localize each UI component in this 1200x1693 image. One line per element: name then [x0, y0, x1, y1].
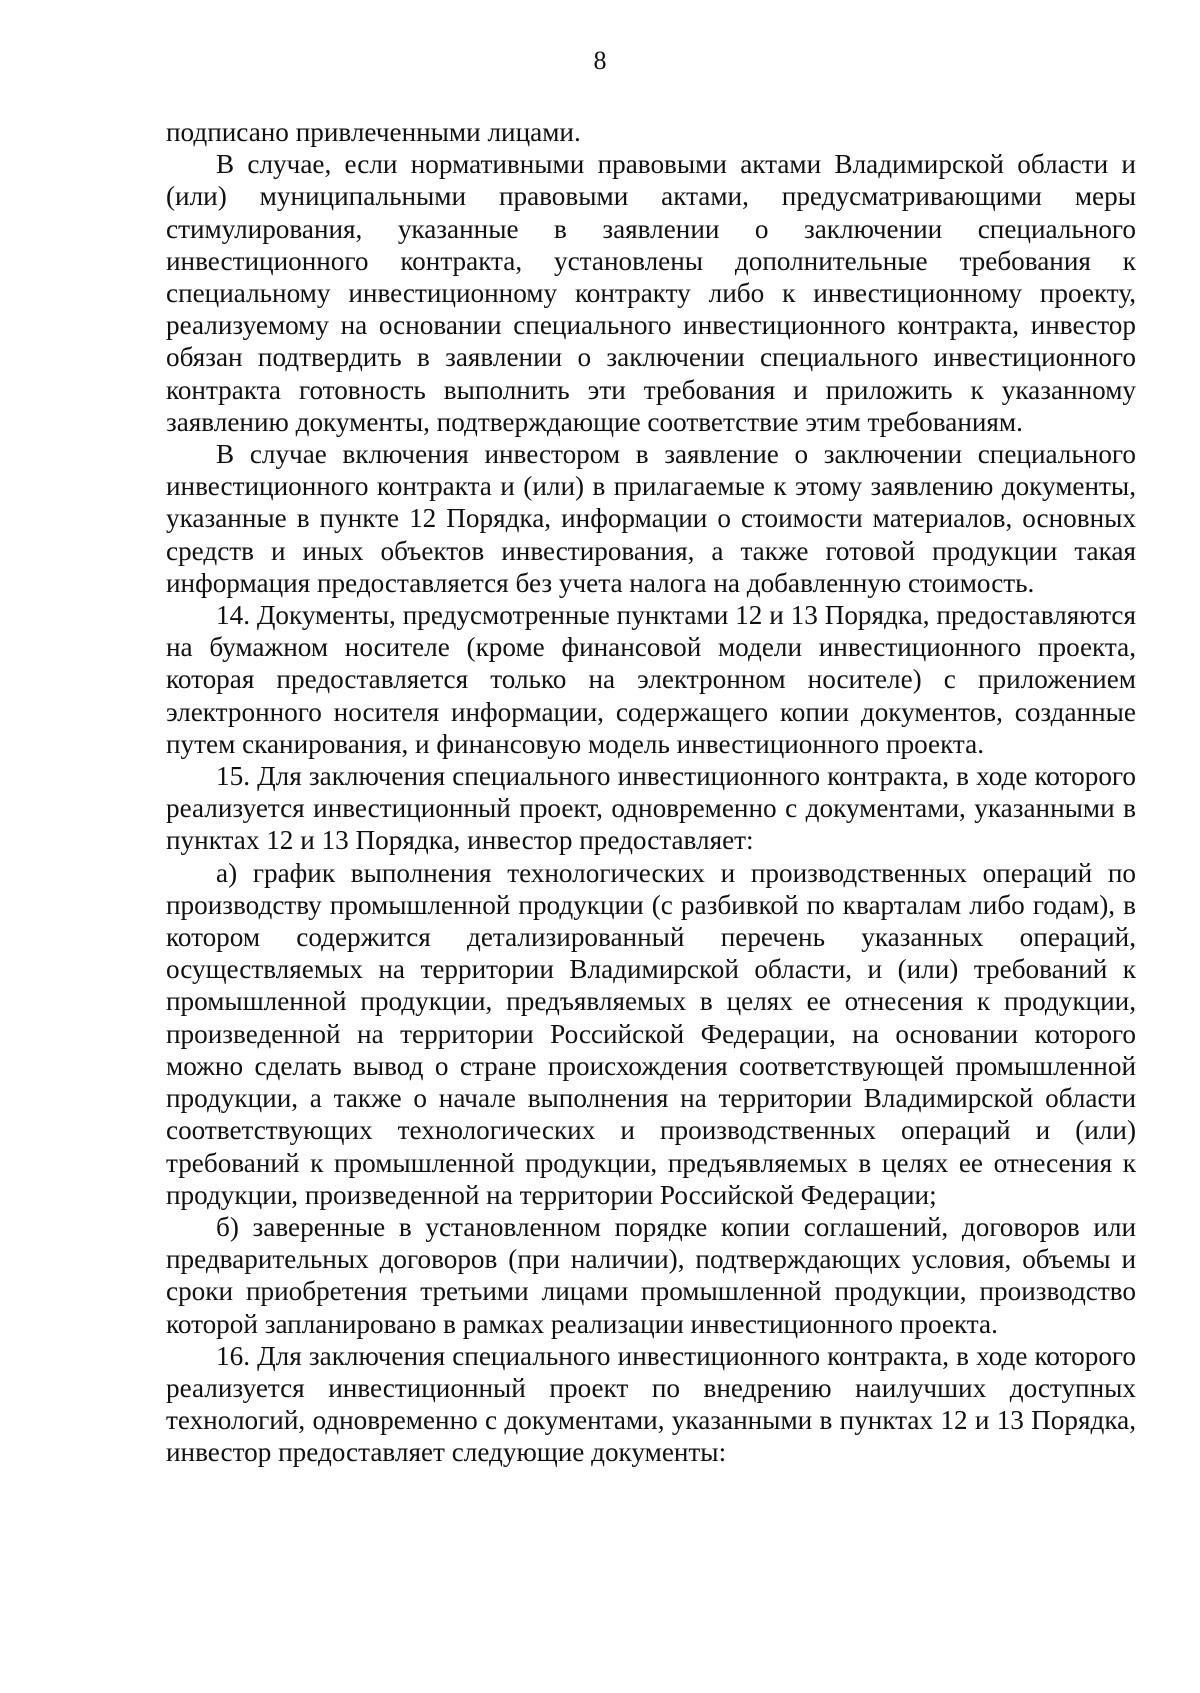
- paragraph-item-15-a: а) график выполнения технологических и производственных операций по производству промышленной продукции (с разбивкой по кварталам либо годам), в котором содержится детализированный перечень указанных операций, осуществляемых на территории Владимирской области, и (или) требований к промышленной продукции, предъявляемых в целях ее отнесения к продукции, произведенной на территории Российской Федерации, на основании которого можно сделать вывод о стране происхождения соответствующей промышленной продукции, а также о начале выполнения на территории Владимирской области соответствующих технологических и производственных операций и (или) требований к промышленной продукции, предъявляемых в целях ее отнесения к продукции, произведенной на территории Российской Федерации;: [166, 857, 1136, 1210]
- paragraph-additional-requirements: В случае, если нормативными правовыми актами Владимирской области и (или) муниципальными правовыми актами, предусматривающими меры стимулирования, указанные в заявлении о заключении специального инвестиционного контракта, установлены дополнительные требования к специальному инвестиционному контракту либо к инвестиционному проекту, реализуемому на основании специального инвестиционного контракта, инвестор обязан подтвердить в заявлении о заключении специального инвестиционного контракта готовность выполнить эти требования и приложить к указанному заявлению документы, подтверждающие соответствие этим требованиям.: [166, 149, 1136, 437]
- paragraph-item-16: 16. Для заключения специального инвестиционного контракта, в ходе которого реализуется инвестиционный проект по внедрению наилучших доступных технологий, одновременно с документами, указанными в пунктах 12 и 13 Порядка, инвестор предоставляет следующие документы:: [166, 1340, 1136, 1468]
- document-body: [166, 116, 1136, 1469]
- paragraph-item-15-b: б) заверенные в установленном порядке копии соглашений, договоров или предварительных договоров (при наличии), подтверждающих условия, объемы и сроки приобретения третьими лицами промышленной продукции, производство которой запланировано в рамках реализации инвестиционного проекта.: [166, 1211, 1136, 1339]
- paragraph-vat-note: В случае включения инвестором в заявление о заключении специального инвестиционного контракта и (или) в прилагаемые к этому заявлению документы, указанные в пункте 12 Порядка, информации о стоимости материалов, основных средств и иных объектов инвестирования, а также готовой продукции такая информация предоставляется без учета налога на добавленную стоимость.: [166, 439, 1136, 598]
- paragraph-item-15: 15. Для заключения специального инвестиционного контракта, в ходе которого реализуется инвестиционный проект, одновременно с документами, указанными в пунктах 12 и 13 Порядка, инвестор предоставляет:: [166, 761, 1136, 856]
- paragraph-item-14: 14. Документы, предусмотренные пунктами 12 и 13 Порядка, предоставляются на бумажном носителе (кроме финансовой модели инвестиционного проекта, которая предоставляется только на электронном носителе) с приложением электронного носителя информации, содержащего копии документов, созданные путем сканирования, и финансовую модель инвестиционного проекта.: [166, 600, 1136, 759]
- page-number: 8: [593, 46, 607, 75]
- paragraph-continuation: подписано привлеченными лицами.: [166, 117, 581, 147]
